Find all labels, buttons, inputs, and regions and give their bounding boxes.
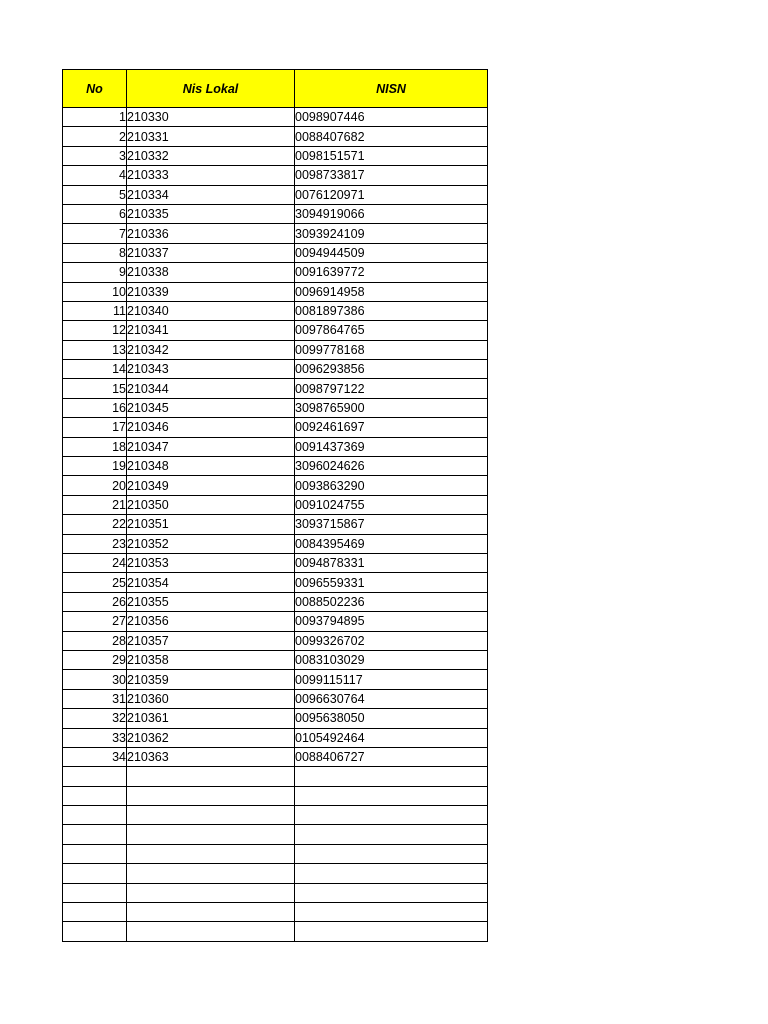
empty-cell[interactable] <box>295 806 488 825</box>
cell-nis-lokal[interactable]: 210362 <box>127 728 295 747</box>
empty-cell[interactable] <box>63 806 127 825</box>
cell-no[interactable]: 22 <box>63 515 127 534</box>
table-row <box>63 747 488 766</box>
table-row <box>63 670 488 689</box>
empty-table-row <box>63 825 488 844</box>
table-row <box>63 379 488 398</box>
empty-cell[interactable] <box>127 786 295 805</box>
cell-nisn[interactable]: 0105492464 <box>295 728 488 747</box>
cell-nisn[interactable]: 0094944509 <box>295 243 488 262</box>
empty-cell[interactable] <box>127 844 295 863</box>
empty-table-row <box>63 922 488 941</box>
cell-nis-lokal[interactable]: 210345 <box>127 398 295 417</box>
table-row <box>63 631 488 650</box>
table-row <box>63 650 488 669</box>
cell-nis-lokal[interactable]: 210349 <box>127 476 295 495</box>
empty-cell[interactable] <box>295 767 488 786</box>
cell-no[interactable]: 17 <box>63 418 127 437</box>
cell-nisn[interactable]: 0095638050 <box>295 709 488 728</box>
cell-no[interactable]: 16 <box>63 398 127 417</box>
empty-table-row <box>63 864 488 883</box>
cell-nis-lokal[interactable]: 210334 <box>127 185 295 204</box>
table-row <box>63 263 488 282</box>
cell-nisn[interactable]: 0098797122 <box>295 379 488 398</box>
table-row <box>63 224 488 243</box>
empty-cell[interactable] <box>63 864 127 883</box>
cell-no[interactable]: 20 <box>63 476 127 495</box>
empty-cell[interactable] <box>295 825 488 844</box>
cell-nis-lokal[interactable]: 210343 <box>127 360 295 379</box>
cell-nis-lokal[interactable]: 210346 <box>127 418 295 437</box>
cell-nis-lokal[interactable]: 210347 <box>127 437 295 456</box>
cell-nis-lokal[interactable]: 210350 <box>127 495 295 514</box>
table-row <box>63 127 488 146</box>
cell-no[interactable]: 3 <box>63 146 127 165</box>
cell-nis-lokal[interactable]: 210340 <box>127 301 295 320</box>
cell-nisn[interactable]: 0099778168 <box>295 340 488 359</box>
empty-cell[interactable] <box>127 825 295 844</box>
table-row <box>63 709 488 728</box>
cell-nisn[interactable]: 0091437369 <box>295 437 488 456</box>
cell-nis-lokal[interactable]: 210359 <box>127 670 295 689</box>
cell-nisn[interactable]: 0096559331 <box>295 573 488 592</box>
cell-nis-lokal[interactable]: 210338 <box>127 263 295 282</box>
table-row <box>63 592 488 611</box>
cell-no[interactable]: 33 <box>63 728 127 747</box>
cell-no[interactable]: 18 <box>63 437 127 456</box>
empty-cell[interactable] <box>295 844 488 863</box>
cell-nisn[interactable]: 0096293856 <box>295 360 488 379</box>
cell-nis-lokal[interactable]: 210356 <box>127 612 295 631</box>
cell-no[interactable]: 29 <box>63 650 127 669</box>
cell-no[interactable]: 1 <box>63 108 127 127</box>
cell-nisn[interactable]: 0088502236 <box>295 592 488 611</box>
cell-nisn[interactable]: 0098733817 <box>295 166 488 185</box>
table-row <box>63 457 488 476</box>
cell-no[interactable]: 32 <box>63 709 127 728</box>
header-nisn: NISN <box>295 70 488 108</box>
cell-no[interactable]: 34 <box>63 747 127 766</box>
empty-table-row <box>63 806 488 825</box>
cell-nisn[interactable]: 0098151571 <box>295 146 488 165</box>
table-row <box>63 728 488 747</box>
table-row <box>63 437 488 456</box>
cell-nisn[interactable]: 3096024626 <box>295 457 488 476</box>
cell-nis-lokal[interactable]: 210335 <box>127 204 295 223</box>
cell-nisn[interactable]: 0099115117 <box>295 670 488 689</box>
cell-nisn[interactable]: 3093715867 <box>295 515 488 534</box>
student-id-table <box>62 69 488 942</box>
cell-nis-lokal[interactable]: 210352 <box>127 534 295 553</box>
table-row <box>63 204 488 223</box>
cell-nisn[interactable]: 0096630764 <box>295 689 488 708</box>
table-row <box>63 282 488 301</box>
cell-no[interactable]: 4 <box>63 166 127 185</box>
cell-no[interactable]: 7 <box>63 224 127 243</box>
cell-nisn[interactable]: 0091639772 <box>295 263 488 282</box>
table-row <box>63 612 488 631</box>
cell-nisn[interactable]: 0093863290 <box>295 476 488 495</box>
empty-table-row <box>63 844 488 863</box>
cell-nis-lokal[interactable]: 210357 <box>127 631 295 650</box>
cell-nisn[interactable]: 0081897386 <box>295 301 488 320</box>
cell-nis-lokal[interactable]: 210344 <box>127 379 295 398</box>
table-row <box>63 185 488 204</box>
table-body <box>63 108 488 942</box>
cell-nisn[interactable]: 0091024755 <box>295 495 488 514</box>
cell-no[interactable]: 8 <box>63 243 127 262</box>
empty-cell[interactable] <box>63 825 127 844</box>
cell-no[interactable]: 27 <box>63 612 127 631</box>
empty-cell[interactable] <box>295 864 488 883</box>
empty-cell[interactable] <box>63 844 127 863</box>
empty-cell[interactable] <box>63 767 127 786</box>
cell-nisn[interactable]: 3094919066 <box>295 204 488 223</box>
empty-cell[interactable] <box>127 864 295 883</box>
table-row <box>63 476 488 495</box>
empty-cell[interactable] <box>127 922 295 941</box>
cell-no[interactable]: 11 <box>63 301 127 320</box>
header-no: No <box>63 70 127 108</box>
header-row <box>63 70 488 108</box>
cell-nisn[interactable]: 0094878331 <box>295 553 488 572</box>
cell-nisn[interactable]: 0098907446 <box>295 108 488 127</box>
cell-nis-lokal[interactable]: 210361 <box>127 709 295 728</box>
empty-cell[interactable] <box>127 767 295 786</box>
cell-nisn[interactable]: 0093794895 <box>295 612 488 631</box>
empty-cell[interactable] <box>63 786 127 805</box>
cell-no[interactable]: 5 <box>63 185 127 204</box>
table-row <box>63 360 488 379</box>
cell-nisn[interactable]: 0088406727 <box>295 747 488 766</box>
cell-no[interactable]: 21 <box>63 495 127 514</box>
cell-no[interactable]: 23 <box>63 534 127 553</box>
cell-no[interactable]: 6 <box>63 204 127 223</box>
cell-nisn[interactable]: 0096914958 <box>295 282 488 301</box>
cell-nis-lokal[interactable]: 210339 <box>127 282 295 301</box>
cell-no[interactable]: 26 <box>63 592 127 611</box>
table-row <box>63 398 488 417</box>
cell-nis-lokal[interactable]: 210353 <box>127 553 295 572</box>
header-nis-lokal: Nis Lokal <box>127 70 295 108</box>
empty-cell[interactable] <box>63 922 127 941</box>
cell-nisn[interactable]: 0097864765 <box>295 321 488 340</box>
cell-no[interactable]: 28 <box>63 631 127 650</box>
table-row <box>63 301 488 320</box>
table-row <box>63 321 488 340</box>
cell-nis-lokal[interactable]: 210355 <box>127 592 295 611</box>
cell-nis-lokal[interactable]: 210354 <box>127 573 295 592</box>
cell-nisn[interactable]: 0076120971 <box>295 185 488 204</box>
cell-no[interactable]: 9 <box>63 263 127 282</box>
cell-no[interactable]: 2 <box>63 127 127 146</box>
cell-nis-lokal[interactable]: 210330 <box>127 108 295 127</box>
cell-no[interactable]: 30 <box>63 670 127 689</box>
cell-no[interactable]: 31 <box>63 689 127 708</box>
empty-cell[interactable] <box>295 903 488 922</box>
table-row <box>63 553 488 572</box>
cell-nisn[interactable]: 3098765900 <box>295 398 488 417</box>
cell-no[interactable]: 10 <box>63 282 127 301</box>
cell-no[interactable]: 13 <box>63 340 127 359</box>
cell-nisn[interactable]: 0084395469 <box>295 534 488 553</box>
empty-cell[interactable] <box>63 883 127 902</box>
cell-nis-lokal[interactable]: 210341 <box>127 321 295 340</box>
cell-nisn[interactable]: 0088407682 <box>295 127 488 146</box>
table-row <box>63 146 488 165</box>
empty-cell[interactable] <box>295 786 488 805</box>
cell-nisn[interactable]: 3093924109 <box>295 224 488 243</box>
empty-cell[interactable] <box>295 883 488 902</box>
empty-cell[interactable] <box>63 903 127 922</box>
empty-table-row <box>63 883 488 902</box>
table-row <box>63 243 488 262</box>
cell-nis-lokal[interactable]: 210363 <box>127 747 295 766</box>
cell-no[interactable]: 25 <box>63 573 127 592</box>
empty-cell[interactable] <box>127 806 295 825</box>
empty-cell[interactable] <box>295 922 488 941</box>
cell-nisn[interactable]: 0099326702 <box>295 631 488 650</box>
empty-table-row <box>63 903 488 922</box>
cell-no[interactable]: 14 <box>63 360 127 379</box>
cell-no[interactable]: 24 <box>63 553 127 572</box>
cell-no[interactable]: 12 <box>63 321 127 340</box>
cell-nis-lokal[interactable]: 210333 <box>127 166 295 185</box>
cell-nis-lokal[interactable]: 210342 <box>127 340 295 359</box>
table-row <box>63 418 488 437</box>
table-row <box>63 515 488 534</box>
empty-table-row <box>63 767 488 786</box>
empty-table-row <box>63 786 488 805</box>
cell-nis-lokal[interactable]: 210332 <box>127 146 295 165</box>
empty-cell[interactable] <box>127 883 295 902</box>
cell-nis-lokal[interactable]: 210358 <box>127 650 295 669</box>
table-row <box>63 534 488 553</box>
empty-cell[interactable] <box>127 903 295 922</box>
table-row <box>63 108 488 127</box>
cell-nisn[interactable]: 0092461697 <box>295 418 488 437</box>
table-row <box>63 689 488 708</box>
table-row <box>63 573 488 592</box>
table-row <box>63 166 488 185</box>
cell-nis-lokal[interactable]: 210331 <box>127 127 295 146</box>
cell-nis-lokal[interactable]: 210351 <box>127 515 295 534</box>
table-row <box>63 340 488 359</box>
cell-nis-lokal[interactable]: 210360 <box>127 689 295 708</box>
cell-no[interactable]: 15 <box>63 379 127 398</box>
table-row <box>63 495 488 514</box>
cell-nis-lokal[interactable]: 210348 <box>127 457 295 476</box>
cell-nis-lokal[interactable]: 210337 <box>127 243 295 262</box>
cell-nisn[interactable]: 0083103029 <box>295 650 488 669</box>
cell-no[interactable]: 19 <box>63 457 127 476</box>
cell-nis-lokal[interactable]: 210336 <box>127 224 295 243</box>
